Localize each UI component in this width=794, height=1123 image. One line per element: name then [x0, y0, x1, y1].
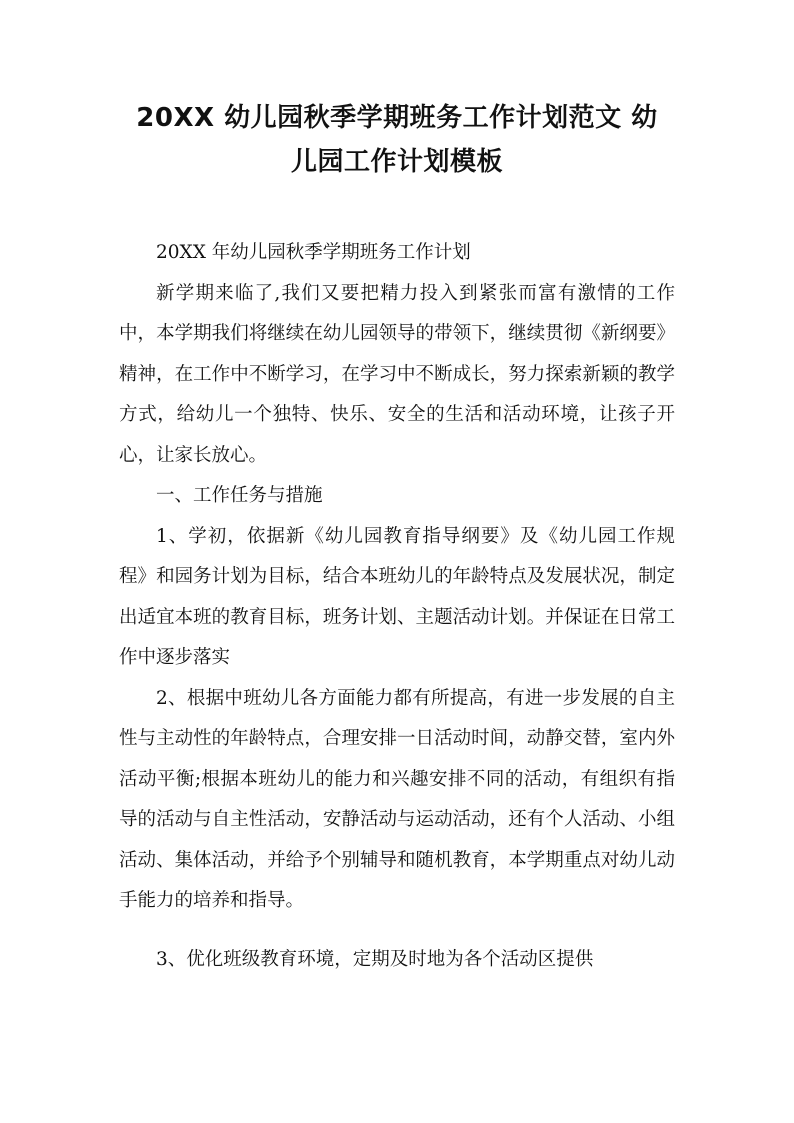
title-line-2: 儿园工作计划模板: [290, 147, 503, 177]
document-title: [100, 96, 694, 184]
section-heading: 一、工作任务与措施: [156, 485, 323, 506]
task-item-1: 1、学初，依据新《幼儿园教育指导纲要》及《幼儿园工作规程》和园务计划为目标，结合本班幼儿的年龄特点及发展状况，制定出适宜本班的教育目标，班务计划、主题活动计划。并保证在日常工作中逐步落实: [119, 525, 675, 668]
intro-paragraph: 新学期来临了,我们又要把精力投入到紧张而富有激情的工作中，本学期我们将继续在幼儿园领导的带领下，继续贯彻《新纲要》精神，在工作中不断学习，在学习中不断成长，努力探索新颖的教学方式，给幼儿一个独特、快乐、安全的生活和活动环境，让孩子开心，让家长放心。: [119, 282, 675, 466]
title-line-1: 20XX 幼儿园秋季学期班务工作计划范文 幼: [136, 103, 658, 133]
document-body: [119, 233, 675, 980]
task-item-3: 3、优化班级教育环境，定期及时地为各个活动区提供: [156, 948, 594, 970]
task-item-2: 2、根据中班幼儿各方面能力都有所提高，有进一步发展的自主性与主动性的年龄特点，合理安排一日活动时间，动静交替，室内外活动平衡;根据本班幼儿的能力和兴趣安排不同的活动，有组织有指导的活动与自主性活动，安静活动与运动活动，还有个人活动、小组活动、集体活动，并给予个别辅导和随机教育，本学期重点对幼儿动手能力的培养和指导。: [119, 687, 675, 911]
plan-subtitle: 20XX 年幼儿园秋季学期班务工作计划: [156, 242, 471, 263]
